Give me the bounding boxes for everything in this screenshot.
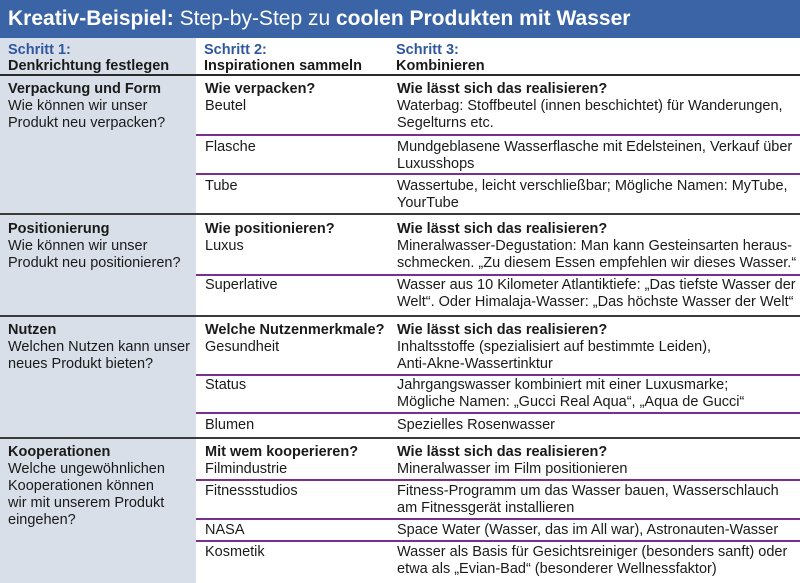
column-1-number: Schritt 1: xyxy=(8,42,71,58)
section-4-heading: Kooperationen xyxy=(8,444,111,460)
row-text-superlative-1: Wasser aus 10 Kilometer Atlantiktiefe: „Das tiefste Wasser der xyxy=(397,277,796,293)
column-header-3 xyxy=(388,38,800,74)
row-divider xyxy=(196,274,800,276)
row-text-flasche-2: Luxusshops xyxy=(397,156,475,172)
row-text-beutel-2: Segelturns etc. xyxy=(397,115,494,131)
row-text-tube-1: Wassertube, leicht verschließbar; Mögliche Namen: MyTube, xyxy=(397,178,788,194)
section-3-col2-heading: Welche Nutzenmerkmale? xyxy=(205,322,385,338)
section-1-col3-heading: Wie lässt sich das realisieren? xyxy=(397,81,608,97)
row-label-beutel: Beutel xyxy=(205,98,247,114)
row-divider xyxy=(196,540,800,542)
row-text-fitnessstudios-1: Fitness-Programm um das Wasser bauen, Wasserschlauch xyxy=(397,483,779,499)
row-label-nasa: NASA xyxy=(205,522,245,538)
row-text-nasa-1: Space Water (Wasser, das im All war), Astronauten-Wasser xyxy=(397,522,779,538)
row-label-luxus: Luxus xyxy=(205,238,244,254)
row-text-kosmetik-2: etwa als „Evian-Bad“ (besonderer Wellnessfaktor) xyxy=(397,561,717,577)
row-label-status: Status xyxy=(205,377,247,393)
page-title xyxy=(0,0,800,38)
row-text-status-2: Mögliche Namen: „Gucci Real Aqua“, „Aqua de Gucci“ xyxy=(397,394,745,410)
row-text-blumen-1: Spezielles Rosenwasser xyxy=(397,417,555,433)
column-header-2 xyxy=(196,38,388,74)
section-divider xyxy=(0,213,800,215)
section-4-col3-heading: Wie lässt sich das realisieren? xyxy=(397,444,608,460)
row-label-gesundheit: Gesundheit xyxy=(205,339,280,355)
row-divider xyxy=(196,134,800,136)
column-3-label: Kombinieren xyxy=(396,58,485,74)
column-header-1 xyxy=(0,38,196,74)
row-label-superlative: Superlative xyxy=(205,277,278,293)
row-divider xyxy=(196,374,800,376)
section-2-question-line-1: Wie können wir unser xyxy=(8,238,148,254)
section-1-col2-heading: Wie verpacken? xyxy=(205,81,316,97)
section-4-question-line-2: Kooperationen können xyxy=(8,478,154,494)
column-3-number: Schritt 3: xyxy=(396,42,459,58)
section-2-col3-heading: Wie lässt sich das realisieren? xyxy=(397,221,608,237)
section-3-heading: Nutzen xyxy=(8,322,57,338)
row-label-filmindustrie: Filmindustrie xyxy=(205,461,288,477)
section-2-question-line-2: Produkt neu positionieren? xyxy=(8,255,181,271)
title-normal: Step-by-Step zu xyxy=(173,7,336,30)
section-4-question-line-4: eingehen? xyxy=(8,512,76,528)
section-divider xyxy=(0,315,800,317)
section-2-heading: Positionierung xyxy=(8,221,110,237)
row-label-tube: Tube xyxy=(205,178,238,194)
row-text-superlative-2: Welt“. Oder Himalaja-Wasser: „Das höchste Wasser der Welt“ xyxy=(397,294,794,310)
row-divider xyxy=(196,479,800,481)
section-1-question-line-2: Produkt neu verpacken? xyxy=(8,115,166,131)
row-label-blumen: Blumen xyxy=(205,417,255,433)
row-label-fitnessstudios: Fitnessstudios xyxy=(205,483,298,499)
section-4-col2-heading: Mit wem kooperieren? xyxy=(205,444,359,460)
column-2-label: Inspirationen sammeln xyxy=(204,58,362,74)
section-4-question-line-3: wir mit unserem Produkt xyxy=(8,495,165,511)
row-text-filmindustrie-1: Mineralwasser im Film positionieren xyxy=(397,461,628,477)
header-divider xyxy=(0,74,800,76)
row-text-luxus-1: Mineralwasser-Degustation: Man kann Gesteinsarten heraus- xyxy=(397,238,792,254)
row-text-luxus-2: schmecken. „Zu diesem Essen empfehlen wir dieses Wasser.“ xyxy=(397,255,797,271)
section-3-col3-heading: Wie lässt sich das realisieren? xyxy=(397,322,608,338)
column-1-label: Denkrichtung festlegen xyxy=(8,58,170,74)
section-1-question-line-1: Wie können wir unser xyxy=(8,98,148,114)
row-text-flasche-1: Mundgeblasene Wasserflasche mit Edelsteinen, Verkauf über xyxy=(397,139,793,155)
column-2-background xyxy=(196,38,388,583)
row-divider xyxy=(196,518,800,520)
row-text-fitnessstudios-2: am Fitnessgerät installieren xyxy=(397,500,575,516)
row-divider xyxy=(196,173,800,175)
section-divider xyxy=(0,437,800,439)
section-4-question-line-1: Welche ungewöhnlichen xyxy=(8,461,165,477)
row-text-tube-2: YourTube xyxy=(397,195,459,211)
section-1-heading: Verpackung und Form xyxy=(8,81,162,97)
section-3-question-line-2: neues Produkt bieten? xyxy=(8,356,154,372)
row-divider xyxy=(196,412,800,414)
column-2-number: Schritt 2: xyxy=(204,42,267,58)
row-label-kosmetik: Kosmetik xyxy=(205,544,265,560)
section-2-col2-heading: Wie positionieren? xyxy=(205,221,335,237)
row-text-status-1: Jahrgangswasser kombiniert mit einer Luxusmarke; xyxy=(397,377,729,393)
row-text-gesundheit-1: Inhaltsstoffe (spezialisiert auf bestimmte Leiden), xyxy=(397,339,712,355)
row-text-beutel-1: Waterbag: Stoffbeutel (innen beschichtet) für Wanderungen, xyxy=(397,98,783,114)
row-text-kosmetik-1: Wasser als Basis für Gesichtsreiniger (besonders sanft) oder xyxy=(397,544,788,560)
row-label-flasche: Flasche xyxy=(205,139,256,155)
row-text-gesundheit-2: Anti-Akne-Wassertinktur xyxy=(397,356,553,372)
title-bold-2: coolen Produkten mit Wasser xyxy=(335,7,631,30)
section-3-question-line-1: Welchen Nutzen kann unser xyxy=(8,339,190,355)
title-bold: Kreativ-Beispiel: xyxy=(8,7,174,30)
